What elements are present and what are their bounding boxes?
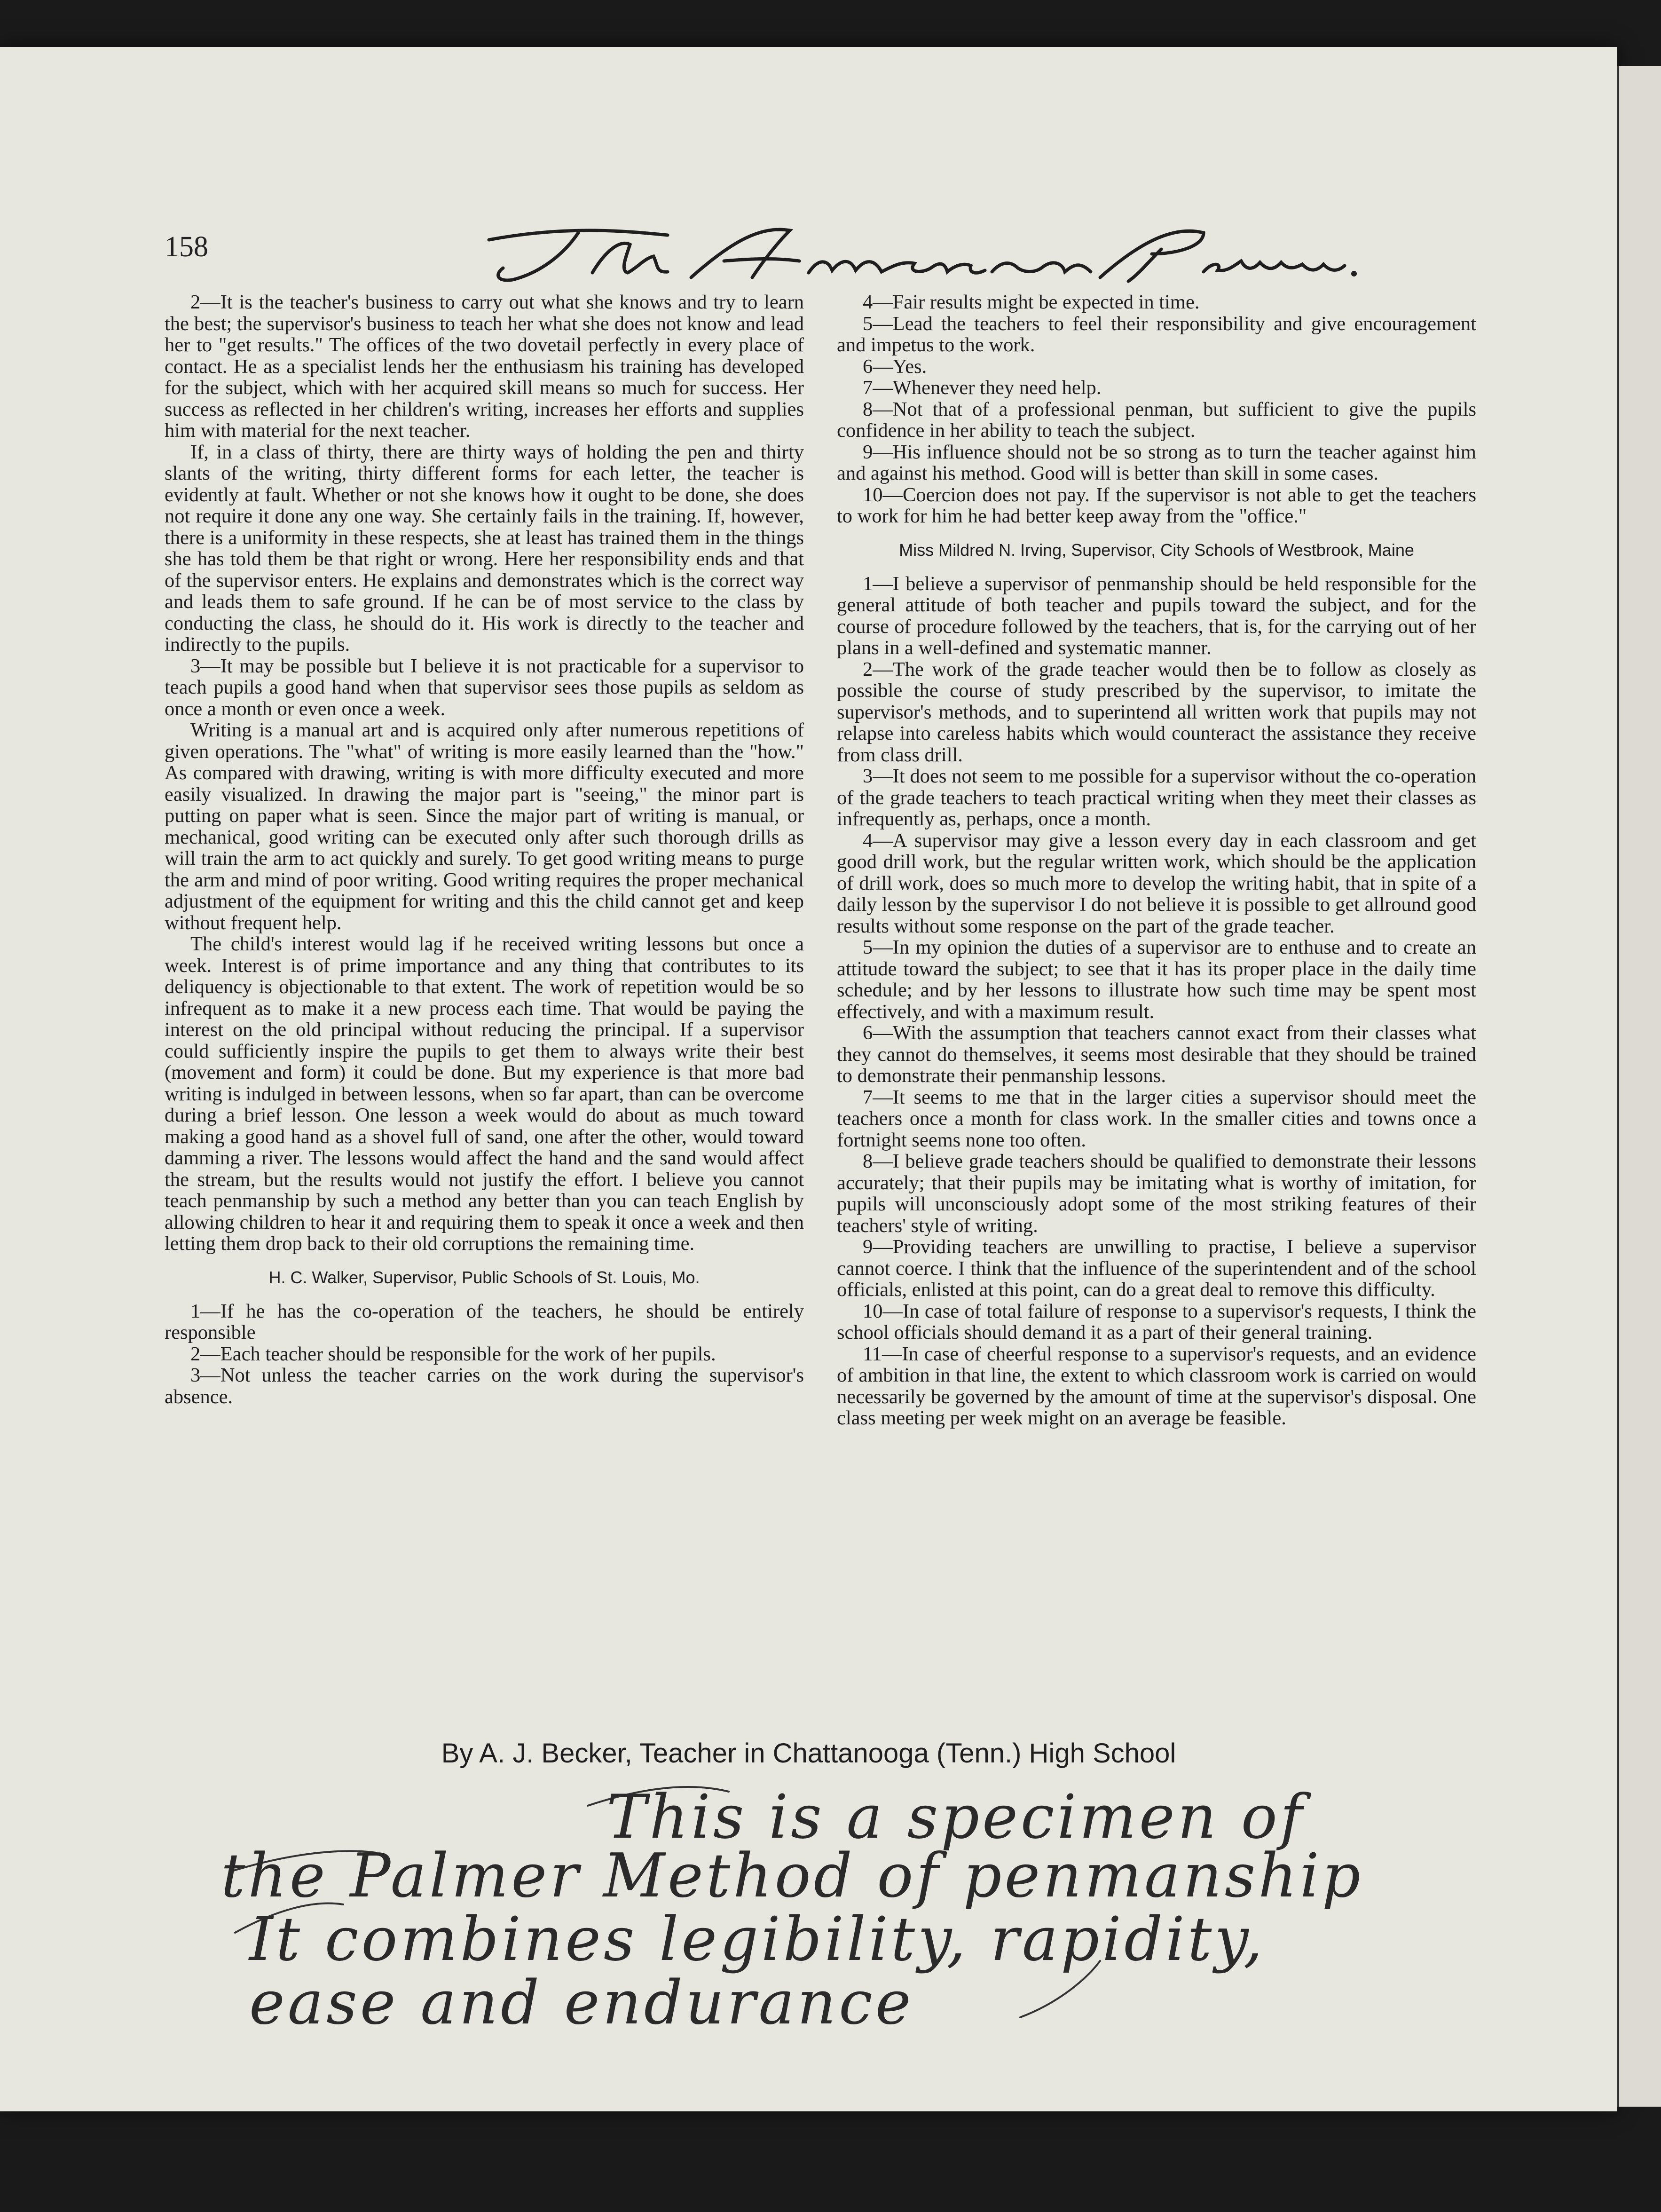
paragraph: 8—Not that of a professional penman, but sufficient to give the pupils confidence in her ability to teach the subject. <box>837 398 1476 442</box>
paragraph: 7—It seems to me that in the larger cities a supervisor should meet the teachers once a month for class work. In the smaller cities and towns once a fortnight seems none too often. <box>837 1086 1476 1151</box>
paragraph: The child's interest would lag if he received writing lessons but once a week. Interest is of prime importance and any thing that contributes to its deliquency is objectionable to that extent. The work of repetition would be so infrequent as to make it a new process each time. That would be paying the interest on the old principal without reducing the principal. If a supervisor could sufficiently inspire the pupils to get them to always write their best (movement and form) it could be done. But my experience is that more bad writing is indulged in between lessons, when so far apart, than can be overcome during a brief lesson. One lesson a week would do about as much toward making a good hand as a shovel full of sand, one after the other, would toward damming a river. The lessons would affect the hand and the sand would affect the stream, but the results would not justify the effort. I believe you cannot teach penmanship by such a method any better than you can teach English by allowing children to hear it and requiring them to speak it once a week and then letting them drop back to their old corruptions the remaining time. <box>165 933 804 1255</box>
paragraph: 6—Yes. <box>863 355 927 378</box>
masthead-logo <box>470 221 1363 287</box>
paragraph: 9—His influence should not be so strong as to turn the teacher against him and against his method. Good will is better than skill in some cases. <box>837 441 1476 484</box>
paragraph: 2—The work of the grade teacher would then be to follow as closely as possible the course of study prescribed by the supervisor, to imitate the supervisor's methods, and to superintend all written work that pupils may not relapse into careless habits which would counteract the assistance they receive from class drill. <box>837 658 1476 766</box>
paragraph: 10—In case of total failure of response to a supervisor's requests, I think the school officials should demand it as a part of their general training. <box>837 1300 1476 1343</box>
paragraph: 3—It may be possible but I believe it is not practicable for a supervisor to teach pupils a good hand when that supervisor sees those pupils as seldom as once a month or even once a week. <box>165 655 804 720</box>
paragraph: Writing is a manual art and is acquired only after numerous repetitions of given operations. The "what" of writing is more easily learned than the "how." As compared with drawing, writing is with more difficulty executed and more easily visualized. In drawing the major part is "seeing," the minor part is putting on paper what is seen. Since the major part of writing is manual, or mechanical, good writing can be executed only after such thorough drills as will train the arm to act quickly and surely. To get good writing means to purge the arm and mind of poor writing. Good writing requires the proper mechanical adjustment of the equipment for writing and this the child cannot get and keep without frequent help. <box>165 719 804 934</box>
paragraph: 5—Lead the teachers to feel their responsibility and give encouragement and impetus to the work. <box>837 312 1476 356</box>
specimen-line: the Palmer Method of penmanship <box>221 1841 1363 1911</box>
respondent-heading: Miss Mildred N. Irving, Supervisor, City Schools of Westbrook, Maine <box>899 540 1414 560</box>
paragraph: 9—Providing teachers are unwilling to practise, I believe a supervisor cannot coerce. I think that the influence of the superintendent and of the school officials, enlisted at this point, can do a great deal to remove this difficulty. <box>837 1236 1476 1301</box>
page-header <box>165 221 1457 292</box>
adjacent-page-edge <box>1617 66 1661 2107</box>
right-column <box>837 292 1476 1429</box>
respondent-heading: H. C. Walker, Supervisor, Public Schools of St. Louis, Mo. <box>268 1267 700 1287</box>
specimen-line: This is a specimen of <box>606 1782 1306 1852</box>
paragraph: 2—It is the teacher's business to carry out what she knows and try to learn the best; the supervisor's business to teach her what she does not know and lead her to "get results." The offices of the two dovetail perfectly in every place of contact. He as a specialist lends her the enthusiasm his training has developed for the subject, which with her acquired skill means so much for success. Her success as reflected in her children's writing, increases her efforts and supplies him with material for the next teacher. <box>165 291 804 442</box>
paragraph: 3—Not unless the teacher carries on the work during the supervisor's absence. <box>165 1364 804 1408</box>
paragraph: 4—A supervisor may give a lesson every day in each classroom and get good drill work, but the regular written work, which should be the application of drill work, does so much more to develop the writing habit, that in spite of a daily lesson by the supervisor I do not believe it is possible to get allround good results without some response on the part of the grade teacher. <box>837 829 1476 937</box>
paragraph: 11—In case of cheerful response to a supervisor's requests, and an evidence of ambition in that line, the extent to which classroom work is carried on would necessarily be governed by the amount of time at the supervisor's disposal. One class meeting per week might on an average be feasible. <box>837 1343 1476 1429</box>
handwriting-specimen <box>221 1782 1420 2036</box>
page-number: 158 <box>165 231 208 263</box>
paragraph: 1—If he has the co-operation of the teachers, he should be entirely responsible <box>165 1300 804 1343</box>
magazine-page <box>0 47 1617 2111</box>
paragraph: If, in a class of thirty, there are thirty ways of holding the pen and thirty slants of the writing, thirty different forms for each letter, the teacher is evidently at fault. Whether or not she knows how it ought to be done, she does not require it done any one way. She certainly fails in the training. If, however, there is a uniformity in these respects, she at least has trained them in the things she has told them be that right or wrong. Here her responsibility ends and that of the supervisor enters. He explains and demonstrates which is the correct way and leads them to safe ground. If he can be of most service to the class by conducting the class, he should do it. His work is directly to the teacher and indirectly to the pupils. <box>165 441 804 656</box>
specimen-line: It combines legibility, rapidity, <box>249 1904 1266 1975</box>
paragraph: 1—I believe a supervisor of penmanship should be held responsible for the general attitude of both teacher and pupils toward the subject, and for the course of procedure followed by the teachers, that is, for the carrying out of her plans in a well-defined and systematic manner. <box>837 572 1476 659</box>
byline: By A. J. Becker, Teacher in Chattanooga (Tenn.) High School <box>441 1738 1176 1769</box>
specimen-line: ease and endurance <box>249 1968 914 2038</box>
paragraph: 10—Coercion does not pay. If the supervisor is not able to get the teachers to work for him he had better keep away from the "office." <box>837 483 1476 527</box>
masthead-script-logo <box>470 221 1363 287</box>
paragraph: 4—Fair results might be expected in time. <box>863 291 1200 313</box>
paragraph: 5—In my opinion the duties of a supervisor are to enthuse and to create an attitude toward the subject; to see that it has its proper place in the daily time schedule; and by her lessons to illustrate how such time may be spent most effectively, and with a maximum result. <box>837 936 1476 1023</box>
paragraph: 2—Each teacher should be responsible for the work of her pupils. <box>190 1343 716 1365</box>
paragraph: 8—I believe grade teachers should be qualified to demonstrate their lessons accurately; that their pupils may be imitating what is worthy of imitation, for pupils will unconsciously adopt some of the most striking features of their teachers' style of writing. <box>837 1150 1476 1237</box>
left-column <box>165 292 804 1407</box>
paragraph: 3—It does not seem to me possible for a supervisor without the co-operation of the grade teachers to teach practical writing when they meet their classes as infrequently as, perhaps, once a month. <box>837 765 1476 830</box>
paragraph: 7—Whenever they need help. <box>863 377 1102 399</box>
paragraph: 6—With the assumption that teachers cannot exact from their classes what they cannot do themselves, it seems most desirable that they should be trained to demonstrate their penmanship lessons. <box>837 1022 1476 1087</box>
